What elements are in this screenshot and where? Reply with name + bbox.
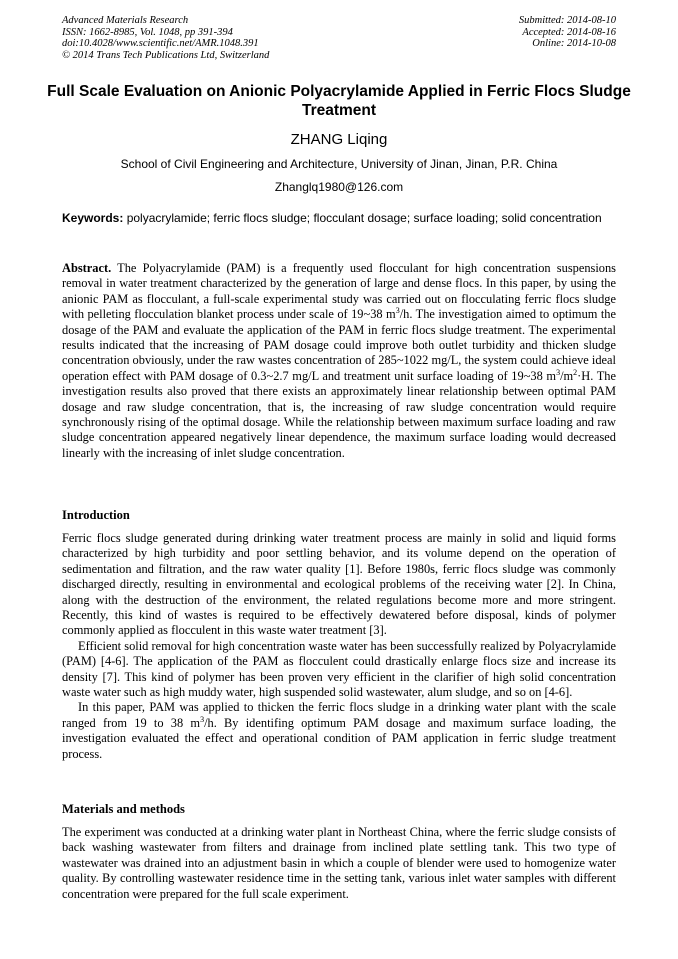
intro-paragraph-1: Ferric flocs sludge generated during drinking water treatment process are mainly in solid and liquid forms characterized by high turbidity and poor settling behavior, and its volume depend on the operation of sedimentation and filtration, and the raw water quality [1]. Before 1980s, ferric flocs sludge was commonly discharged directly, resulting in environmental and ecological problems of the receiving water [2]. In China, along with the destruction of the environment, the related regulations become more and more stringent. Recently, this kind of wastes is required to be effectively dewatered before disposal, kinds of polymer commonly applied as flocculent in this waste water treatment [3].	[62, 531, 616, 638]
accepted-date: Accepted: 2014-08-16	[522, 26, 616, 38]
keywords-label: Keywords:	[62, 211, 124, 225]
author-affiliation: School of Civil Engineering and Architecture, University of Jinan, Jinan, P.R. China	[120, 157, 558, 171]
methods-heading: Materials and methods	[62, 802, 185, 816]
abstract-text-d: ·H. The investigation results also proved that there exists an approximately linear relationship between optimal PAM dosage and raw sludge concentration, that is, the increasing of raw sludge concentration would require synchronously rising of the optimal dosage. While the relationship between maximum surface loading and raw sludge concentration appeared negatively linear dependence, the maximum surface loading would decreased linearly with the increasing of inlet sludge concentration.	[62, 368, 616, 460]
abstract-label: Abstract.	[62, 261, 112, 275]
author-name: ZHANG Liqing	[290, 131, 388, 148]
abstract-sup-1: 3	[395, 306, 400, 316]
keywords	[62, 211, 616, 226]
abstract	[62, 261, 616, 461]
online-date: Online: 2014-10-08	[532, 38, 616, 49]
intro-paragraph-3	[62, 700, 616, 762]
journal-info	[62, 15, 269, 61]
journal-name: Advanced Materials Research	[62, 15, 189, 26]
abstract-sup-3: 2	[573, 367, 578, 377]
paper-title: Full Scale Evaluation on Anionic Polyacrylamide Applied in Ferric Flocs Sludge Treatment	[47, 83, 631, 119]
author-email: Zhanglq1980@126.com	[274, 180, 404, 194]
journal-header	[62, 15, 616, 61]
intro-paragraph-2: Efficient solid removal for high concentration waste water has been successfully realized by Polyacrylamide (PAM) [4-6]. The application of the PAM as flocculent could drastically enlarge flocs size and increase its density [7]. This kind of polymer has been proven very efficient in the clarifier of high solid concentration waste water such as high muddy water, high suspended solid wastewater, alum sludge, and so on [4-6].	[62, 638, 616, 700]
abstract-sup-2: 3	[556, 367, 561, 377]
intro-p3-text-a: In this paper, PAM was applied to thicken the ferric flocs sludge in a drinking water plant with the scale ranged from 19 to 38 m	[62, 700, 616, 730]
introduction-body	[62, 531, 616, 762]
journal-copyright: © 2014 Trans Tech Publications Ltd, Switzerland	[62, 49, 270, 61]
submission-dates	[519, 15, 616, 50]
journal-issn: ISSN: 1662-8985, Vol. 1048, pp 391-394	[62, 26, 233, 38]
methods-paragraph-1: The experiment was conducted at a drinking water plant in Northeast China, where the ferric sludge consists of back washing wastewater from filters and drainage from inclined plate settling tank. This two type of wastewater was drained into an adjustment basin in which a couple of blender were used to homogenize water quality. By controlling wastewater residence time in the setting tank, various inlet water samples with different concentration were prepared for the full scale experiment.	[62, 825, 616, 901]
intro-p3-text-b: /h. By identifing optimum PAM dosage and maximum surface loading, the investigation evaluated the effect and operational condition of PAM application in ferric sludge treatment process.	[62, 715, 617, 761]
submitted-date: Submitted: 2014-08-10	[518, 15, 616, 26]
journal-doi: doi:10.4028/www.scientific.net/AMR.1048.391	[62, 38, 259, 49]
intro-p3-sup: 3	[200, 714, 205, 724]
abstract-text-b: /h. The investigation aimed to optimum the dosage of the PAM and evaluate the application of the PAM in ferric flocs sludge treatment. The experimental results indicated that the increasing of PAM dosage could improve both outlet turbidity and thicken sludge concentration obviously, under the raw wastes concentration of 285~1022 mg/L, the system could achieve ideal operation effect with PAM dosage of 0.3~2.7 mg/L and treatment unit surface loading of 19~38 m	[62, 307, 616, 383]
keywords-text: polyacrylamide; ferric flocs sludge; flocculant dosage; surface loading; solid concentration	[126, 211, 602, 225]
abstract-text-a: The Polyacrylamide (PAM) is a frequently used flocculant for high concentration suspensions removal in water treatment characterized by the generation of large and dense flocs. In this paper, by using the anionic PAM as flocculant, a full-scale experimental study was carried out on flocculating ferric flocs sludge with pelleting flocculation blanket process under scale of 19~38 m	[62, 261, 617, 322]
methods-body	[62, 825, 616, 902]
abstract-text-c: /m	[560, 368, 574, 383]
introduction-heading: Introduction	[62, 508, 130, 522]
